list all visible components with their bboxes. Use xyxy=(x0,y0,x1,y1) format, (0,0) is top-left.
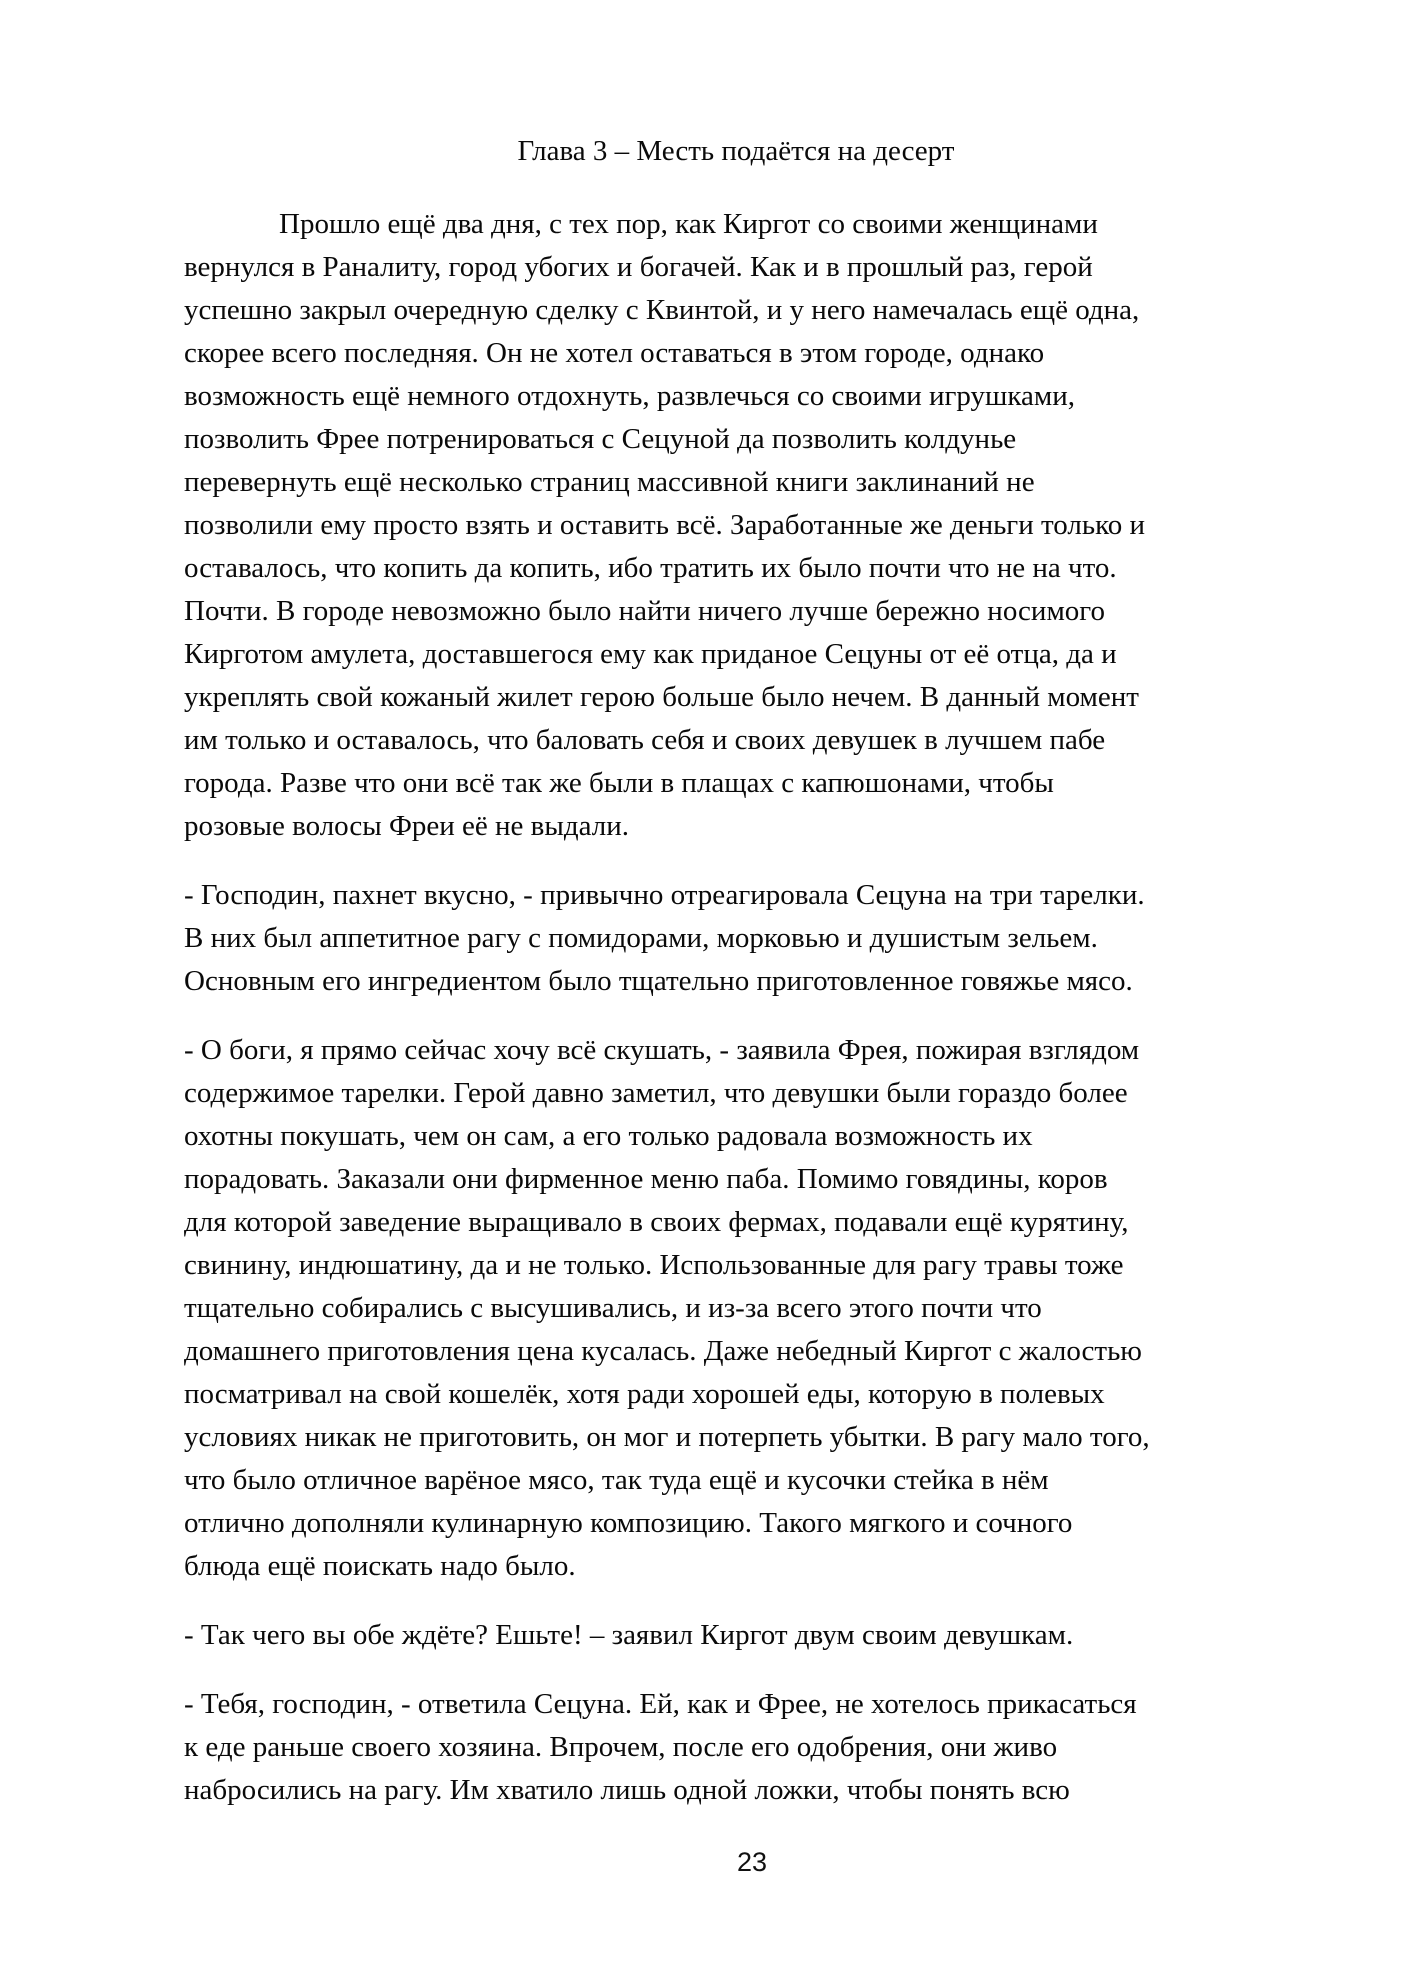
chapter-title: Глава 3 – Месть подаётся на десерт xyxy=(517,135,955,167)
text-line: содержимое тарелки. Герой давно заметил, что девушки были гораздо более xyxy=(184,1077,1128,1109)
paragraph xyxy=(184,1029,1288,1588)
paragraph xyxy=(184,203,1288,848)
text-line: для которой заведение выращивало в своих фермах, подавали ещё курятину, xyxy=(184,1206,1129,1238)
paragraph xyxy=(184,1614,1288,1657)
text-line: свинину, индюшатину, да и не только. Использованные для рагу травы тоже xyxy=(184,1249,1124,1281)
text-line: тщательно собирались с высушивались, и из-за всего этого почти что xyxy=(184,1292,1042,1324)
text-line: успешно закрыл очередную сделку с Квинтой, и у него намечалась ещё одна, xyxy=(184,294,1140,326)
text-line: охотны покушать, чем он сам, а его только радовала возможность их xyxy=(184,1120,1033,1152)
text-line: Прошло ещё два дня, с тех пор, как Киргот со своими женщинами xyxy=(279,208,1098,240)
page-number: 23 xyxy=(736,1847,768,1877)
text-line: укреплять свой кожаный жилет герою больше было нечем. В данный момент xyxy=(184,681,1139,713)
text-line: - Так чего вы обе ждёте? Ешьте! – заявил Киргот двум своим девушкам. xyxy=(184,1619,1074,1651)
text-line: набросились на рагу. Им хватило лишь одной ложки, чтобы понять всю xyxy=(184,1774,1070,1806)
text-line: что было отличное варёное мясо, так туда ещё и кусочки стейка в нём xyxy=(184,1464,1049,1496)
text-line: - Господин, пахнет вкусно, - привычно отреагировала Сецуна на три тарелки. xyxy=(184,879,1145,911)
text-line: оставалось, что копить да копить, ибо тратить их было почти что не на что. xyxy=(184,552,1117,584)
text-line: посматривал на свой кошелёк, хотя ради хорошей еды, которую в полевых xyxy=(184,1378,1105,1410)
paragraph xyxy=(184,874,1288,1003)
text-line: позволить Фрее потренироваться с Сецуной да позволить колдунье xyxy=(184,423,1017,455)
text-line: отлично дополняли кулинарную композицию. Такого мягкого и сочного xyxy=(184,1507,1073,1539)
text-line: - О боги, я прямо сейчас хочу всё скушать, - заявила Фрея, пожирая взглядом xyxy=(184,1034,1140,1066)
body-text xyxy=(184,203,1288,1812)
text-line: розовые волосы Фреи её не выдали. xyxy=(184,810,629,842)
text-line: перевернуть ещё несколько страниц массивной книги заклинаний не xyxy=(184,466,1035,498)
text-line: к еде раньше своего хозяина. Впрочем, после его одобрения, они живо xyxy=(184,1731,1058,1763)
text-line: условиях никак не приготовить, он мог и потерпеть убытки. В рагу мало того, xyxy=(184,1421,1150,1453)
text-line: Кирготом амулета, доставшегося ему как приданое Сецуны от её отца, да и xyxy=(184,638,1117,670)
text-line: города. Разве что они всё так же были в плащах с капюшонами, чтобы xyxy=(184,767,1054,799)
text-line: им только и оставалось, что баловать себя и своих девушек в лучшем пабе xyxy=(184,724,1106,756)
page-content xyxy=(184,130,1288,1838)
paragraph xyxy=(184,1683,1288,1812)
text-line: блюда ещё поискать надо было. xyxy=(184,1550,576,1582)
text-line: домашнего приготовления цена кусалась. Даже небедный Киргот с жалостью xyxy=(184,1335,1142,1367)
text-line: позволили ему просто взять и оставить всё. Заработанные же деньги только и xyxy=(184,509,1145,541)
text-line: порадовать. Заказали они фирменное меню паба. Помимо говядины, коров xyxy=(184,1163,1108,1195)
text-line: Почти. В городе невозможно было найти ничего лучше бережно носимого xyxy=(184,595,1105,627)
text-line: возможность ещё немного отдохнуть, развлечься со своими игрушками, xyxy=(184,380,1075,412)
text-line: вернулся в Раналиту, город убогих и богачей. Как и в прошлый раз, герой xyxy=(184,251,1093,283)
text-line: Основным его ингредиентом было тщательно приготовленное говяжье мясо. xyxy=(184,965,1133,997)
text-line: В них был аппетитное рагу с помидорами, морковью и душистым зельем. xyxy=(184,922,1098,954)
text-line: - Тебя, господин, - ответила Сецуна. Ей, как и Фрее, не хотелось прикасаться xyxy=(184,1688,1137,1720)
text-line: скорее всего последняя. Он не хотел оставаться в этом городе, однако xyxy=(184,337,1045,369)
